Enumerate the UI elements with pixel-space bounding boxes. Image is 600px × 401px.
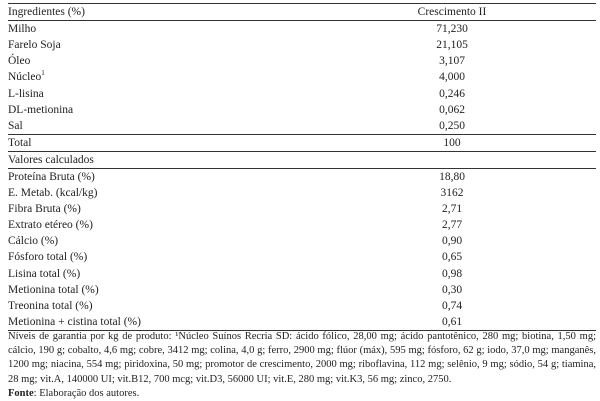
row-label [8, 118, 308, 135]
row-label-text: E. Metab. (kcal/kg) [8, 187, 98, 200]
total-label: Total [8, 136, 32, 149]
row-value: 18,80 [439, 170, 465, 183]
row-label [8, 201, 308, 217]
table-row [8, 217, 596, 233]
row-value: 0,250 [439, 119, 465, 132]
footnote [8, 330, 596, 401]
row-value: 3,107 [439, 55, 465, 68]
table-header-row [8, 4, 596, 21]
ingredients-body [8, 21, 596, 135]
row-label-text: Extrato etéreo (%) [8, 219, 93, 232]
row-value: 21,105 [436, 39, 468, 52]
calculated-values-heading: Valores calculados [8, 153, 94, 166]
row-value: 0,61 [441, 315, 463, 328]
row-label-text: L-lisina [8, 87, 44, 100]
row-label [8, 102, 308, 118]
row-value: 2,77 [441, 219, 463, 232]
footnote-marker: 1 [41, 69, 45, 78]
ingredients-header: Ingredientes (%) [8, 6, 85, 19]
calculated-body [8, 168, 596, 330]
table-row [8, 168, 596, 185]
row-label-text: Fibra Bruta (%) [8, 203, 81, 216]
table-row [8, 69, 596, 85]
row-label-text: Treonina total (%) [8, 299, 93, 312]
guarantee-levels-note: Níveis de garantia por kg de produto: ¹Núcleo Suínos Recria SD: ácido fólico, 28,00 mg; ácido pantotênico, 280 mg; biotina, 1,50 mg; cálcio, 190 g; cobalto, 4,6 mg; cobre, 3412 mg; colina, 4,0 g; ferro, 2900 mg; flúor (máx), 595 mg; fósforo, 62 g; iodo, 37,0 mg; manganês, 1200 mg; niacina, 554 mg; piridoxina, 50 mg; promotor de crescimento, 2000 mg; riboflavina, 112 mg; selênio, 9 mg; sódio, 54 g; tiamina, 28 mg; vit.A, 140000 UI; vit.B12, 700 mcg; vit.D3, 56000 UI; vit.E, 280 mg; vit.K3, 56 mg; zinco, 2750. [8, 331, 596, 385]
table-row [8, 233, 596, 249]
row-label-text: DL-metionina [8, 103, 74, 116]
row-label-text: Milho [8, 23, 37, 36]
source-note [8, 387, 596, 401]
table-row [8, 118, 596, 135]
row-label [8, 298, 308, 314]
row-value: 3162 [440, 187, 464, 200]
row-label [8, 266, 308, 282]
source-label: Fonte [8, 387, 34, 399]
total-row [8, 134, 596, 151]
row-label [8, 249, 308, 265]
row-label [8, 282, 308, 298]
row-label [8, 185, 308, 201]
total-value: 100 [443, 136, 461, 149]
row-label-text: Metionina total (%) [8, 283, 99, 296]
row-value: 0,30 [441, 283, 463, 296]
table-row [8, 85, 596, 101]
row-label-text: Proteína Bruta (%) [8, 170, 95, 183]
section-row [8, 151, 596, 168]
row-label [8, 314, 308, 331]
diet-composition-table [8, 3, 596, 331]
row-label [8, 85, 308, 101]
row-label-text: Farelo Soja [8, 39, 61, 52]
row-label [8, 21, 308, 38]
table-row [8, 53, 596, 69]
row-label [8, 37, 308, 53]
row-value: 0,98 [441, 267, 463, 280]
source-text: : Elaboração dos autores. [33, 387, 140, 399]
table-row [8, 201, 596, 217]
table-row [8, 102, 596, 118]
table-row [8, 314, 596, 331]
table-row [8, 249, 596, 265]
row-label [8, 168, 308, 185]
row-label-text: Sal [8, 119, 23, 132]
row-label [8, 233, 308, 249]
row-value: 0,74 [441, 299, 463, 312]
row-value: 0,90 [441, 235, 463, 248]
row-label-text: Metionina + cistina total (%) [8, 315, 141, 328]
row-value: 71,230 [436, 23, 468, 36]
row-label [8, 53, 308, 69]
row-label-text: Núcleo [8, 71, 42, 84]
table-row [8, 37, 596, 53]
row-label-text: Cálcio (%) [8, 235, 59, 248]
row-value: 0,062 [439, 103, 465, 116]
row-value: 0,246 [439, 87, 465, 100]
diet-composition-table-container [8, 3, 596, 331]
row-value: 0,65 [441, 251, 463, 264]
table-row [8, 266, 596, 282]
crescimento-header: Crescimento II [417, 6, 487, 19]
row-label [8, 69, 308, 85]
row-label-text: Lisina total (%) [8, 267, 81, 280]
row-label [8, 217, 308, 233]
table-row [8, 282, 596, 298]
row-value: 4,000 [439, 71, 465, 84]
table-row [8, 298, 596, 314]
table-row [8, 185, 596, 201]
row-label-text: Fósforo total (%) [8, 251, 88, 264]
row-value: 2,71 [441, 203, 463, 216]
table-row [8, 21, 596, 38]
row-label-text: Óleo [8, 55, 31, 68]
